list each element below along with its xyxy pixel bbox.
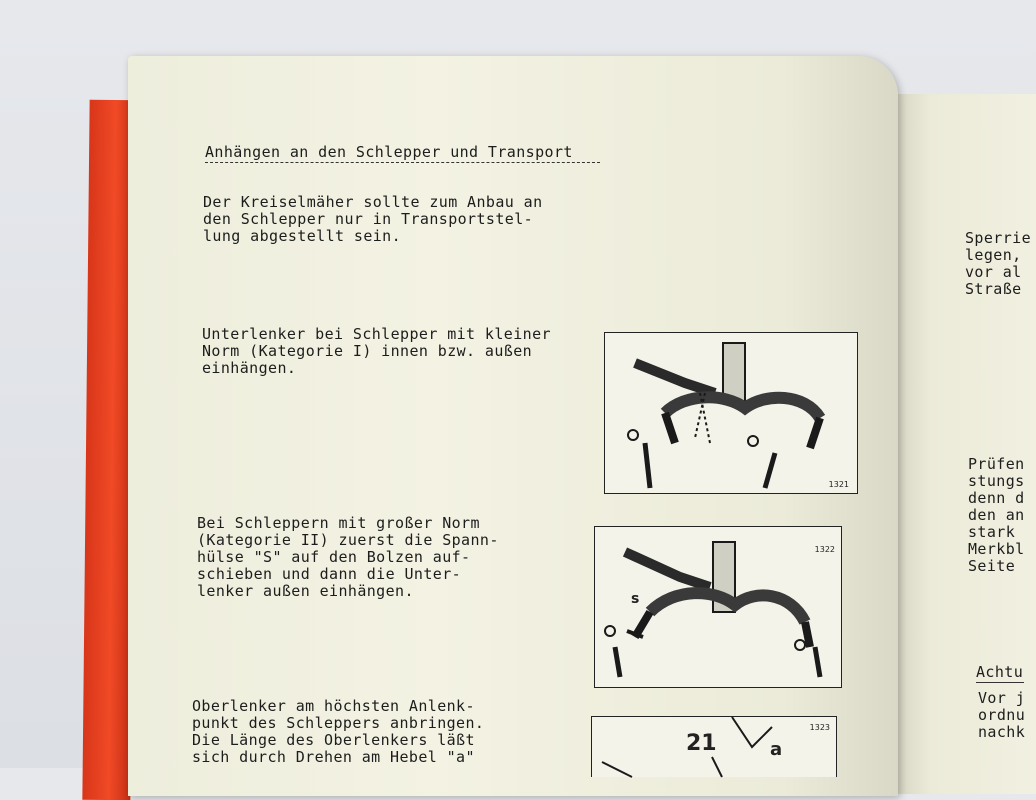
figure-1323 <box>591 716 837 777</box>
paragraph-kategorie-1: Unterlenker bei Schlepper mit kleiner Norm (Kategorie I) innen bzw. außen einhängen. <box>202 325 551 377</box>
paragraph-oberlenker: Oberlenker am höchsten Anlenk- punkt des Schleppers anbringen. Die Länge des Oberlenkers läßt sich durch Drehen am Hebel "a" <box>192 697 485 766</box>
figure-1321 <box>604 332 858 494</box>
section-heading: Anhängen an den Schlepper und Transport <box>205 143 573 161</box>
figure-label-21: 21 <box>686 731 717 756</box>
heading-underline <box>205 162 600 163</box>
right-page-heading: Achtu <box>976 663 1024 681</box>
hitch-drawing-icon <box>595 527 841 687</box>
hitch-drawing-icon <box>605 333 857 493</box>
figure-number: 1323 <box>809 723 830 732</box>
right-heading-underline <box>976 682 1024 683</box>
right-page-text-c: Vor j ordnu nachk <box>978 689 1026 741</box>
figure-1322 <box>594 526 842 688</box>
figure-label-s: s <box>631 591 640 607</box>
figure-number: 1322 <box>814 545 835 554</box>
right-page-text-a: Sperrie legen, vor al Straße <box>965 229 1032 298</box>
right-page-text-b: Prüfen stungs denn d den an stark Merkbl Seite <box>968 455 1025 575</box>
figure-label-a: a <box>770 739 783 760</box>
paragraph-kategorie-2: Bei Schleppern mit großer Norm (Kategorie II) zuerst die Spann- hülse "S" auf den Bolzen auf- schieben und dann die Unter- lenker außen einhängen. <box>197 514 499 600</box>
paragraph-transport: Der Kreiselmäher sollte zum Anbau an den Schlepper nur in Transportstel- lung abgestellt sein. <box>203 193 543 245</box>
figure-number: 1321 <box>828 480 849 489</box>
